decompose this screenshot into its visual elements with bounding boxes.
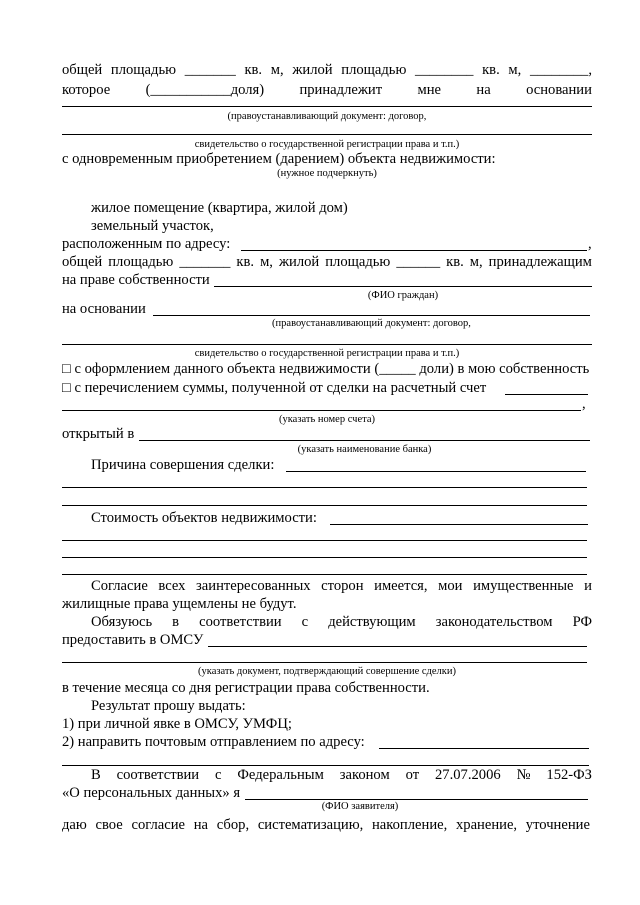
word: В: [91, 767, 101, 783]
word: сторон: [321, 578, 364, 594]
word: соответствии: [199, 614, 282, 630]
reason-line-2[interactable]: [62, 487, 587, 488]
word: кв.: [236, 254, 255, 270]
word: м,: [469, 254, 483, 270]
checkbox-icon[interactable]: □: [62, 361, 71, 377]
fill-line[interactable]: [62, 344, 592, 345]
account-field-continued[interactable]: [62, 410, 581, 411]
word: с: [301, 614, 309, 630]
word: всех: [158, 578, 186, 594]
word: м,: [508, 62, 522, 78]
result-option-personal[interactable]: 1) при личной явке в ОМСУ, УМФЦ;: [62, 716, 292, 732]
word: согласие: [131, 817, 186, 833]
word: имущественные: [473, 578, 574, 594]
within-month-text: в течение месяца со дня регистрации права собственности.: [62, 680, 430, 696]
option-label: с оформлением данного объекта недвижимости (_____ доли) в мою собственность: [74, 361, 590, 377]
option-transfer[interactable]: [62, 380, 486, 397]
word: кв.: [446, 254, 464, 270]
account-field[interactable]: [505, 394, 588, 395]
simultaneous-acquisition-text: с одновременным приобретением (дарением) объекта недвижимости:: [62, 151, 496, 167]
comma: ,: [582, 396, 586, 412]
word: площадью: [341, 62, 407, 78]
word: мои: [438, 578, 463, 594]
word: кв.: [244, 62, 263, 78]
word: №: [516, 767, 531, 783]
ownership-line: [62, 82, 592, 99]
word: РФ: [572, 614, 592, 630]
hint-certificate: свидетельство о государственной регистрации права и т.п.): [194, 139, 460, 150]
fill-line[interactable]: [62, 134, 592, 135]
word: жилой: [278, 254, 320, 270]
hint-account: (указать номер счета): [278, 414, 375, 425]
cost-field[interactable]: [330, 524, 588, 525]
hint-certificate: свидетельство о государственной регистрации права и т.п.): [194, 348, 460, 359]
word: Согласие: [91, 578, 148, 594]
word: на: [476, 82, 491, 98]
area-line: [62, 62, 592, 79]
cost-line-2[interactable]: [62, 540, 587, 541]
deal-doc-line-2[interactable]: [62, 662, 587, 663]
consent-line-1: [91, 578, 592, 595]
undertake-line-1: [91, 614, 592, 631]
reason-field[interactable]: [286, 471, 586, 472]
word: имеется,: [374, 578, 428, 594]
word: Федеральным: [237, 767, 324, 783]
word: кв.: [482, 62, 500, 78]
option-land[interactable]: [91, 218, 214, 235]
word: общей: [62, 254, 103, 270]
bank-field[interactable]: [139, 440, 590, 441]
hint-bank: (указать наименование банка): [297, 444, 432, 455]
mail-address-field[interactable]: [379, 748, 589, 749]
hint-deal-document: (указать документ, подтверждающий совершение сделки): [198, 666, 456, 677]
cost-line-4[interactable]: [62, 574, 587, 575]
word: и: [584, 578, 592, 594]
word: соответствии: [116, 767, 200, 783]
basis-label: на основании: [62, 301, 146, 317]
law-line-1: [91, 767, 592, 784]
word: законом: [339, 767, 390, 783]
word: площадью: [108, 254, 174, 270]
reason-label: Причина совершения сделки:: [91, 457, 275, 473]
option-label: земельный участок,: [91, 218, 214, 234]
word: на: [193, 817, 209, 833]
word: законодательством: [435, 614, 553, 630]
total-area-blank[interactable]: _______: [179, 254, 231, 270]
deal-doc-field[interactable]: [208, 646, 587, 647]
word: жилой: [292, 62, 333, 78]
option-residential[interactable]: [91, 200, 348, 217]
fill-line[interactable]: [62, 106, 592, 107]
undertake-line-2: предоставить в ОМСУ: [62, 632, 204, 648]
living-area-blank[interactable]: ________: [415, 62, 474, 78]
word: сбор,: [216, 817, 250, 833]
word: м,: [270, 62, 284, 78]
area-line-2: [62, 254, 592, 271]
word: принадлежащим: [488, 254, 592, 270]
word: общей: [62, 62, 103, 78]
word: площадью: [325, 254, 391, 270]
owners-field[interactable]: [214, 286, 592, 287]
cost-line-3[interactable]: [62, 557, 587, 558]
word: м,: [260, 254, 273, 270]
living-area-blank[interactable]: ______: [396, 254, 441, 270]
word: накопление,: [372, 817, 448, 833]
word: основании: [526, 82, 592, 98]
address-label: расположенным по адресу:: [62, 236, 231, 252]
word: которое: [62, 82, 111, 98]
reason-line-3[interactable]: [62, 505, 587, 506]
option-registration[interactable]: [62, 361, 589, 378]
hint-fio: (ФИО граждан): [367, 290, 439, 301]
mail-address-line-2[interactable]: [62, 765, 589, 766]
word: 152-ФЗ: [546, 767, 592, 783]
checkbox-icon[interactable]: □: [62, 380, 71, 396]
address-field[interactable]: [241, 250, 587, 251]
word: даю: [62, 817, 87, 833]
word: принадлежит: [299, 82, 383, 98]
bank-label: открытый в: [62, 426, 135, 442]
consent-line-2: жилищные права ущемлены не будут.: [62, 596, 297, 612]
word: в: [172, 614, 180, 630]
word: от: [405, 767, 420, 783]
law-line-2: «О персональных данных» я: [62, 785, 241, 801]
blank[interactable]: ________,: [529, 62, 592, 78]
word: свое: [95, 817, 123, 833]
word: уточнение: [525, 817, 590, 833]
word: 27.07.2006: [434, 767, 501, 783]
word: хранение,: [455, 817, 518, 833]
word: действующим: [328, 614, 416, 630]
result-option-mail[interactable]: 2) направить почтовым отправлением по адресу:: [62, 734, 365, 750]
word: с: [215, 767, 222, 783]
total-area-blank[interactable]: _______: [184, 62, 236, 78]
word: заинтересованных: [196, 578, 311, 594]
applicant-name-field[interactable]: [245, 799, 588, 800]
ownership-label: на праве собственности: [62, 272, 210, 288]
hint-underline: (нужное подчеркнуть): [277, 168, 377, 179]
option-label: жилое помещение (квартира, жилой дом): [91, 200, 348, 216]
hint-applicant: (ФИО заявителя): [321, 801, 399, 812]
word: систематизацию,: [257, 817, 364, 833]
word: мне: [417, 82, 442, 98]
basis-field[interactable]: [153, 315, 590, 316]
share-blank[interactable]: (___________доля): [145, 82, 265, 98]
hint-document: (правоустанавливающий документ: договор,: [272, 318, 471, 329]
comma: ,: [588, 236, 592, 252]
word: площадью: [110, 62, 177, 78]
cost-label: Стоимость объектов недвижимости:: [91, 510, 317, 526]
word: Обязуюсь: [91, 614, 153, 630]
hint-document: (правоустанавливающий документ: договор,: [227, 111, 427, 122]
consent-final-line: [62, 817, 590, 834]
result-label: Результат прошу выдать:: [91, 698, 246, 714]
option-label: с перечислением суммы, полученной от сделки на расчетный счет: [74, 380, 487, 396]
